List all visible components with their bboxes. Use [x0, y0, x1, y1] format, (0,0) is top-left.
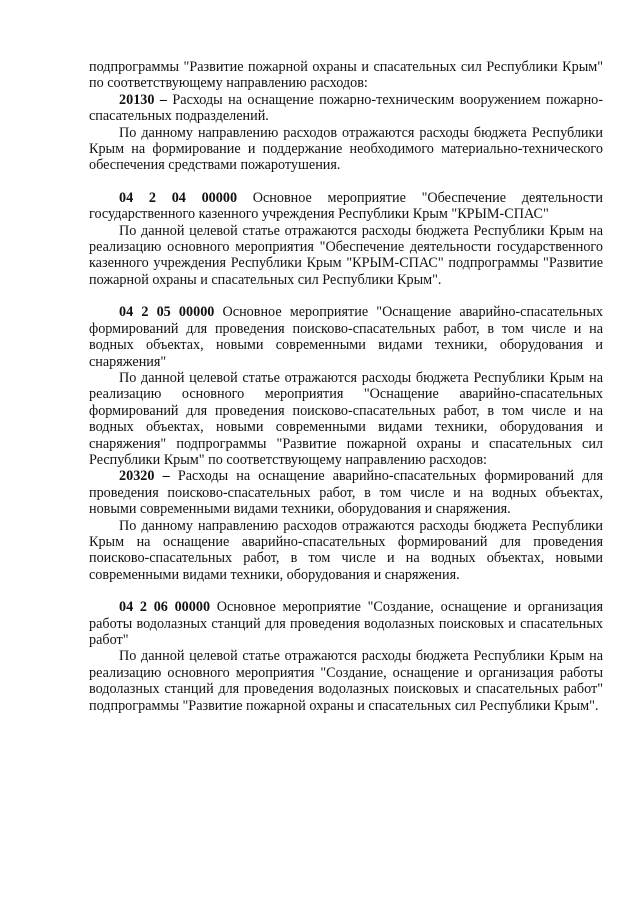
expense-item-20320: [89, 468, 603, 517]
section-heading-040205: [89, 304, 603, 370]
spacer: [89, 174, 603, 190]
section-code: 04 2 04 00000: [119, 189, 238, 206]
expense-text: Расходы на оснащение пожарно-техническим вооружением пожарно-спасательных подразделений.: [89, 91, 603, 125]
expense-description: По данному направлению расходов отражаются расходы бюджета Республики Крым на формирование и поддержание необходимого материально-технического обеспечения средствами пожаротушения.: [89, 124, 603, 174]
section-title: Основное мероприятие "Обеспечение деятельности государственного казенного учреждения Республики Крым "КРЫМ-СПАС": [89, 189, 603, 223]
spacer: [89, 288, 603, 304]
section-heading-040204: [89, 190, 603, 223]
expense-item-20130: [89, 92, 603, 125]
expense-code: 20320 –: [119, 468, 170, 485]
section-title: Основное мероприятие "Создание, оснащение и организация работы водолазных станций для проведения водолазных поисковых и спасательных работ": [89, 599, 604, 648]
section-description: По данной целевой статье отражаются расходы бюджета Республики Крым на реализацию основного мероприятия "Обеспечение деятельности государственного казенного учреждения Республики Крым "КРЫМ-СПАС" подпрограммы "Развитие пожарной охраны и спасательных сил Республики Крым".: [89, 222, 603, 288]
expense-description: По данному направлению расходов отражаются расходы бюджета Республики Крым на оснащение аварийно-спасательных формирований для проведения поисково-спасательных работ, в том числе и на водных объектах, новыми современными видами техники, оборудования и снаряжения.: [89, 517, 603, 583]
document-body: [89, 59, 603, 714]
expense-text: Расходы на оснащение аварийно-спасательных формирований для проведения поисково-спасательных работ, в том числе и на водных объектах, новыми современными видами техники, оборудования и снаряжения.: [89, 468, 604, 518]
spacer: [89, 583, 603, 599]
section-heading-040206: [89, 599, 603, 648]
paragraph-subprogram-ref: подпрограммы "Развитие пожарной охраны и спасательных сил Республики Крым" по соответствующему направлению расходов:: [89, 59, 603, 92]
section-title: Основное мероприятие "Оснащение аварийно-спасательных формирований для проведения поисково-спасательных работ, в том числе и на водных объектах, новыми современными видами техники, оборудования и снаряжения": [89, 304, 603, 370]
section-description: По данной целевой статье отражаются расходы бюджета Республики Крым на реализацию основного мероприятия "Создание, оснащение и организация работы водолазных станций для проведения водолазных поисковых и спасательных работ" подпрограммы "Развитие пожарной охраны и спасательных сил Республики Крым".: [89, 648, 603, 714]
expense-code: 20130 –: [119, 91, 167, 108]
section-description: По данной целевой статье отражаются расходы бюджета Республики Крым на реализацию основного мероприятия "Оснащение аварийно-спасательных формирований для проведения поисково-спасательных работ, в том числе и на водных объектах, новыми современными видами техники, оборудования и снаряжения" подпрограммы "Развитие пожарной охраны и спасательных сил Республики Крым" по соответствующему направлению расходов:: [89, 369, 603, 468]
section-code: 04 2 05 00000: [119, 304, 215, 321]
section-code: 04 2 06 00000: [119, 599, 211, 616]
